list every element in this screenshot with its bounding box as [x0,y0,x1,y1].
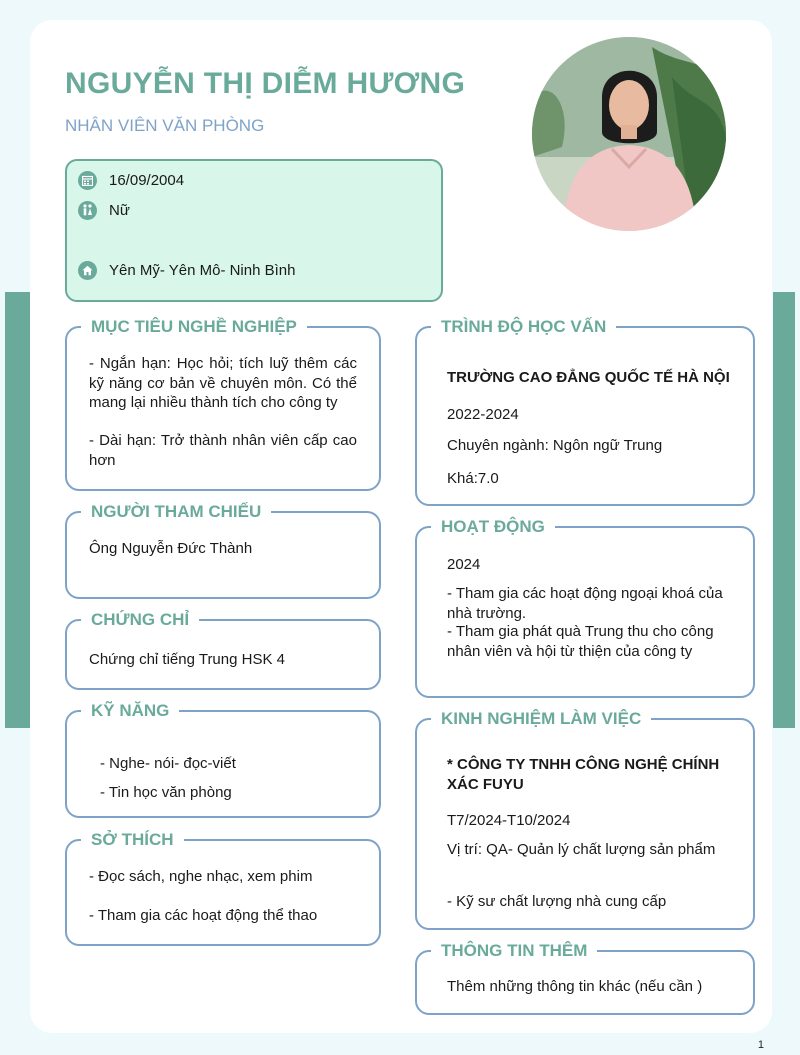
hobbies-section [65,830,381,946]
additional-info-section [415,941,755,1015]
section-title: TRÌNH ĐỘ HỌC VẤN [431,316,616,338]
address-value: Yên Mỹ- Yên Mô- Ninh Bình [109,262,296,279]
activity-item: - Tham gia phát quà Trung thu cho công nhân viên và hội từ thiện của công ty [447,623,714,660]
objective-short-term: - Ngắn hạn: Học hỏi; tích luỹ thêm các kỹ năng cơ bản về chuyên môn. Có thể mang lại nhiều thành tích cho công ty [89,355,357,411]
skills-section [65,701,381,818]
activities-section [415,517,755,698]
work-experience-section [415,709,755,930]
section-title: KỸ NĂNG [81,700,179,722]
education-section [415,317,755,506]
education-major: Chuyên ngành: Ngôn ngữ Trung [447,437,663,454]
skill-item: - Nghe- nói- đọc-viết [100,755,236,772]
section-title: SỞ THÍCH [81,829,184,851]
decorative-band-right [773,292,795,728]
reference-content: Ông Nguyễn Đức Thành [89,540,253,557]
avatar [532,37,726,231]
company-name: * CÔNG TY TNHH CÔNG NGHỆ CHÍNH XÁC FUYU [447,756,720,793]
section-title: THÔNG TIN THÊM [431,940,597,962]
experience-period: T7/2024-T10/2024 [447,812,571,829]
gender-icon [78,201,97,220]
address-row [78,261,295,280]
reference-section [65,502,381,599]
hobby-item: - Tham gia các hoạt động thể thao [89,907,318,924]
decorative-band-left [5,292,31,728]
activity-item: - Tham gia các hoạt động ngoại khoá của nhà trường. [447,585,723,622]
section-title: MỤC TIÊU NGHỀ NGHIỆP [81,316,307,338]
education-grade: Khá:7.0 [447,470,499,487]
personal-info-box [65,159,443,302]
experience-position: Vị trí: QA- Quản lý chất lượng sản phẩm [447,841,716,858]
objective-long-term: - Dài hạn: Trở thành nhân viên cấp cao hơn [89,432,357,469]
experience-duty: - Kỹ sư chất lượng nhà cung cấp [447,893,667,910]
calendar-icon [78,171,97,190]
certificates-section [65,610,381,690]
gender-value: Nữ [109,202,130,219]
home-icon [78,261,97,280]
birthday-value: 16/09/2004 [109,172,185,189]
job-title: NHÂN VIÊN VĂN PHÒNG [65,116,265,135]
section-title: HOẠT ĐỘNG [431,516,555,538]
certificate-item: Chứng chỉ tiếng Trung HSK 4 [89,651,285,668]
skill-item: - Tin học văn phòng [100,784,232,801]
activities-year: 2024 [447,556,481,573]
career-objective-section [65,317,381,491]
section-title: NGƯỜI THAM CHIẾU [81,501,271,523]
school-name: TRƯỜNG CAO ĐẲNG QUỐC TẾ HÀ NỘI [447,369,730,386]
hobby-item: - Đọc sách, nghe nhạc, xem phim [89,868,313,885]
gender-row [78,201,130,220]
page-number: 1 [757,1039,764,1051]
additional-content: Thêm những thông tin khác (nếu cần ) [447,978,703,995]
section-title: KINH NGHIỆM LÀM VIỆC [431,708,651,730]
birthday-row [78,171,184,190]
education-period: 2022-2024 [447,406,519,423]
candidate-name: NGUYỄN THỊ DIỄM HƯƠNG [65,67,466,100]
section-title: CHỨNG CHỈ [81,609,199,631]
